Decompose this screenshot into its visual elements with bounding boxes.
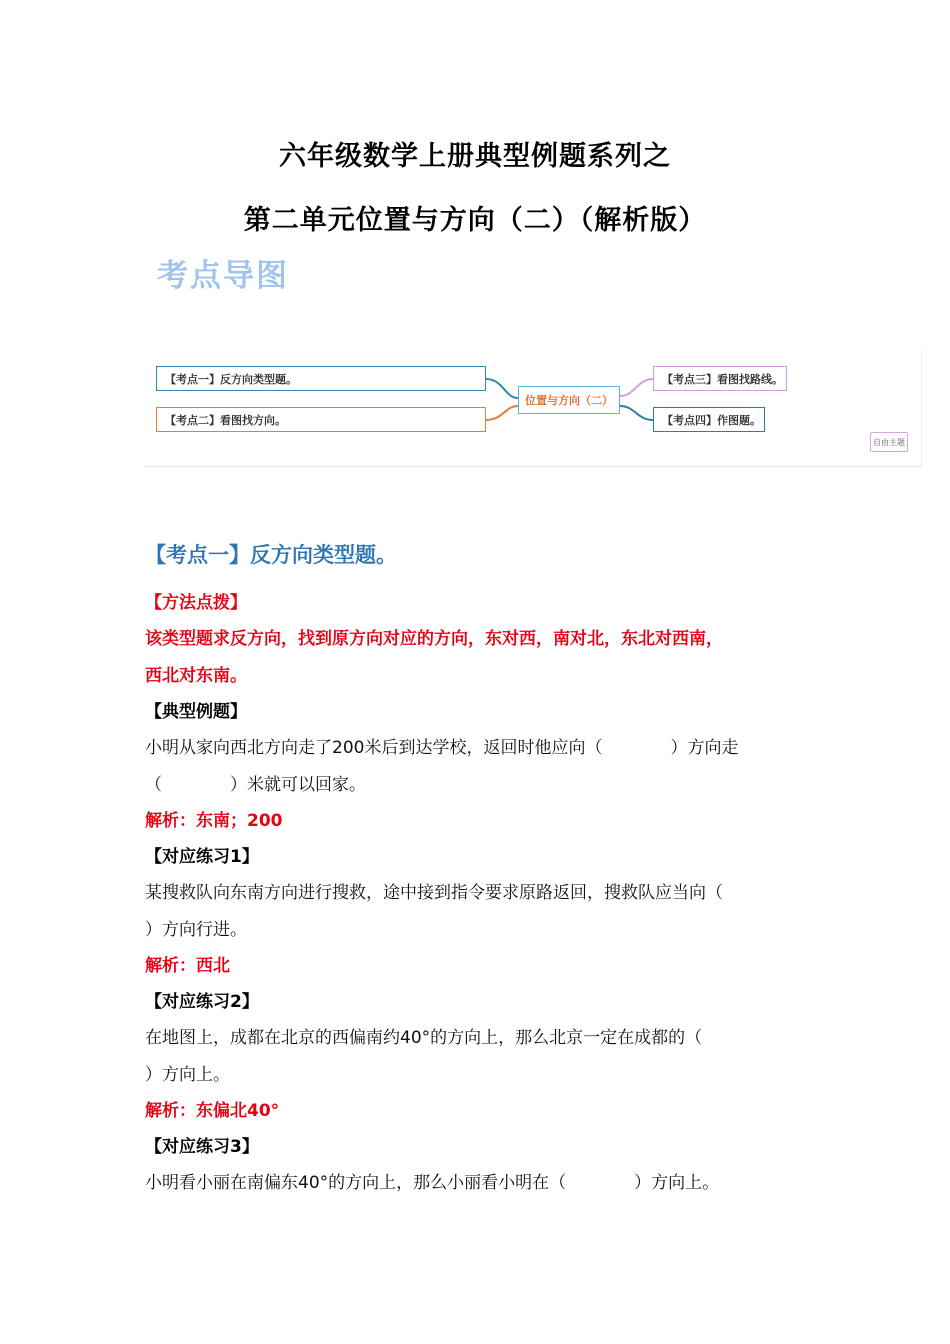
- mindmap-center-node: 位置与方向（二）: [518, 386, 620, 414]
- mindmap-free-topic: 自由主题: [870, 432, 908, 452]
- mindmap-node-2: 【考点二】看图找方向。: [156, 407, 486, 432]
- document-title-line2: 第二单元位置与方向（二）（解析版）: [243, 205, 707, 236]
- example-answer: 解析：东南；200: [145, 811, 283, 831]
- exercise3-label: 【对应练习3】: [145, 1137, 259, 1157]
- method-text-line2: 西北对东南。: [145, 666, 247, 686]
- exercise3-question-line1: 小明看小丽在南偏东40°的方向上，那么小丽看小明在（ ）方向上。: [145, 1173, 720, 1193]
- exercise2-label: 【对应练习2】: [145, 992, 259, 1012]
- mindmap-heading: 考点导图: [157, 258, 289, 294]
- mindmap-node-3: 【考点三】看图找路线。: [653, 366, 787, 391]
- exercise1-label: 【对应练习1】: [145, 847, 259, 867]
- mindmap-node-4: 【考点四】作图题。: [653, 407, 765, 432]
- example-question-line2: （ ）米就可以回家。: [145, 775, 366, 795]
- example-question-line1: 小明从家向西北方向走了200米后到达学校，返回时他应向（ ）方向走: [145, 738, 739, 758]
- exercise2-answer: 解析：东偏北40°: [145, 1101, 280, 1121]
- method-text-line1: 该类型题求反方向，找到原方向对应的方向，东对西，南对北，东北对西南，: [145, 629, 723, 649]
- mindmap-node-1: 【考点一】反方向类型题。: [156, 366, 486, 391]
- mindmap: [143, 350, 922, 467]
- exercise1-question-line1: 某搜救队向东南方向进行搜救，途中接到指令要求原路返回，搜救队应当向（: [145, 883, 723, 903]
- document-title-line1: 六年级数学上册典型例题系列之: [279, 141, 671, 172]
- exercise2-question-line1: 在地图上，成都在北京的西偏南约40°的方向上，那么北京一定在成都的（: [145, 1028, 703, 1048]
- example-label: 【典型例题】: [145, 702, 247, 722]
- method-label: 【方法点拨】: [145, 593, 247, 613]
- section-title: 【考点一】反方向类型题。: [145, 543, 397, 567]
- exercise1-answer: 解析：西北: [145, 956, 230, 976]
- exercise2-question-line2: ）方向上。: [145, 1065, 230, 1085]
- exercise1-question-line2: ）方向行进。: [145, 920, 247, 940]
